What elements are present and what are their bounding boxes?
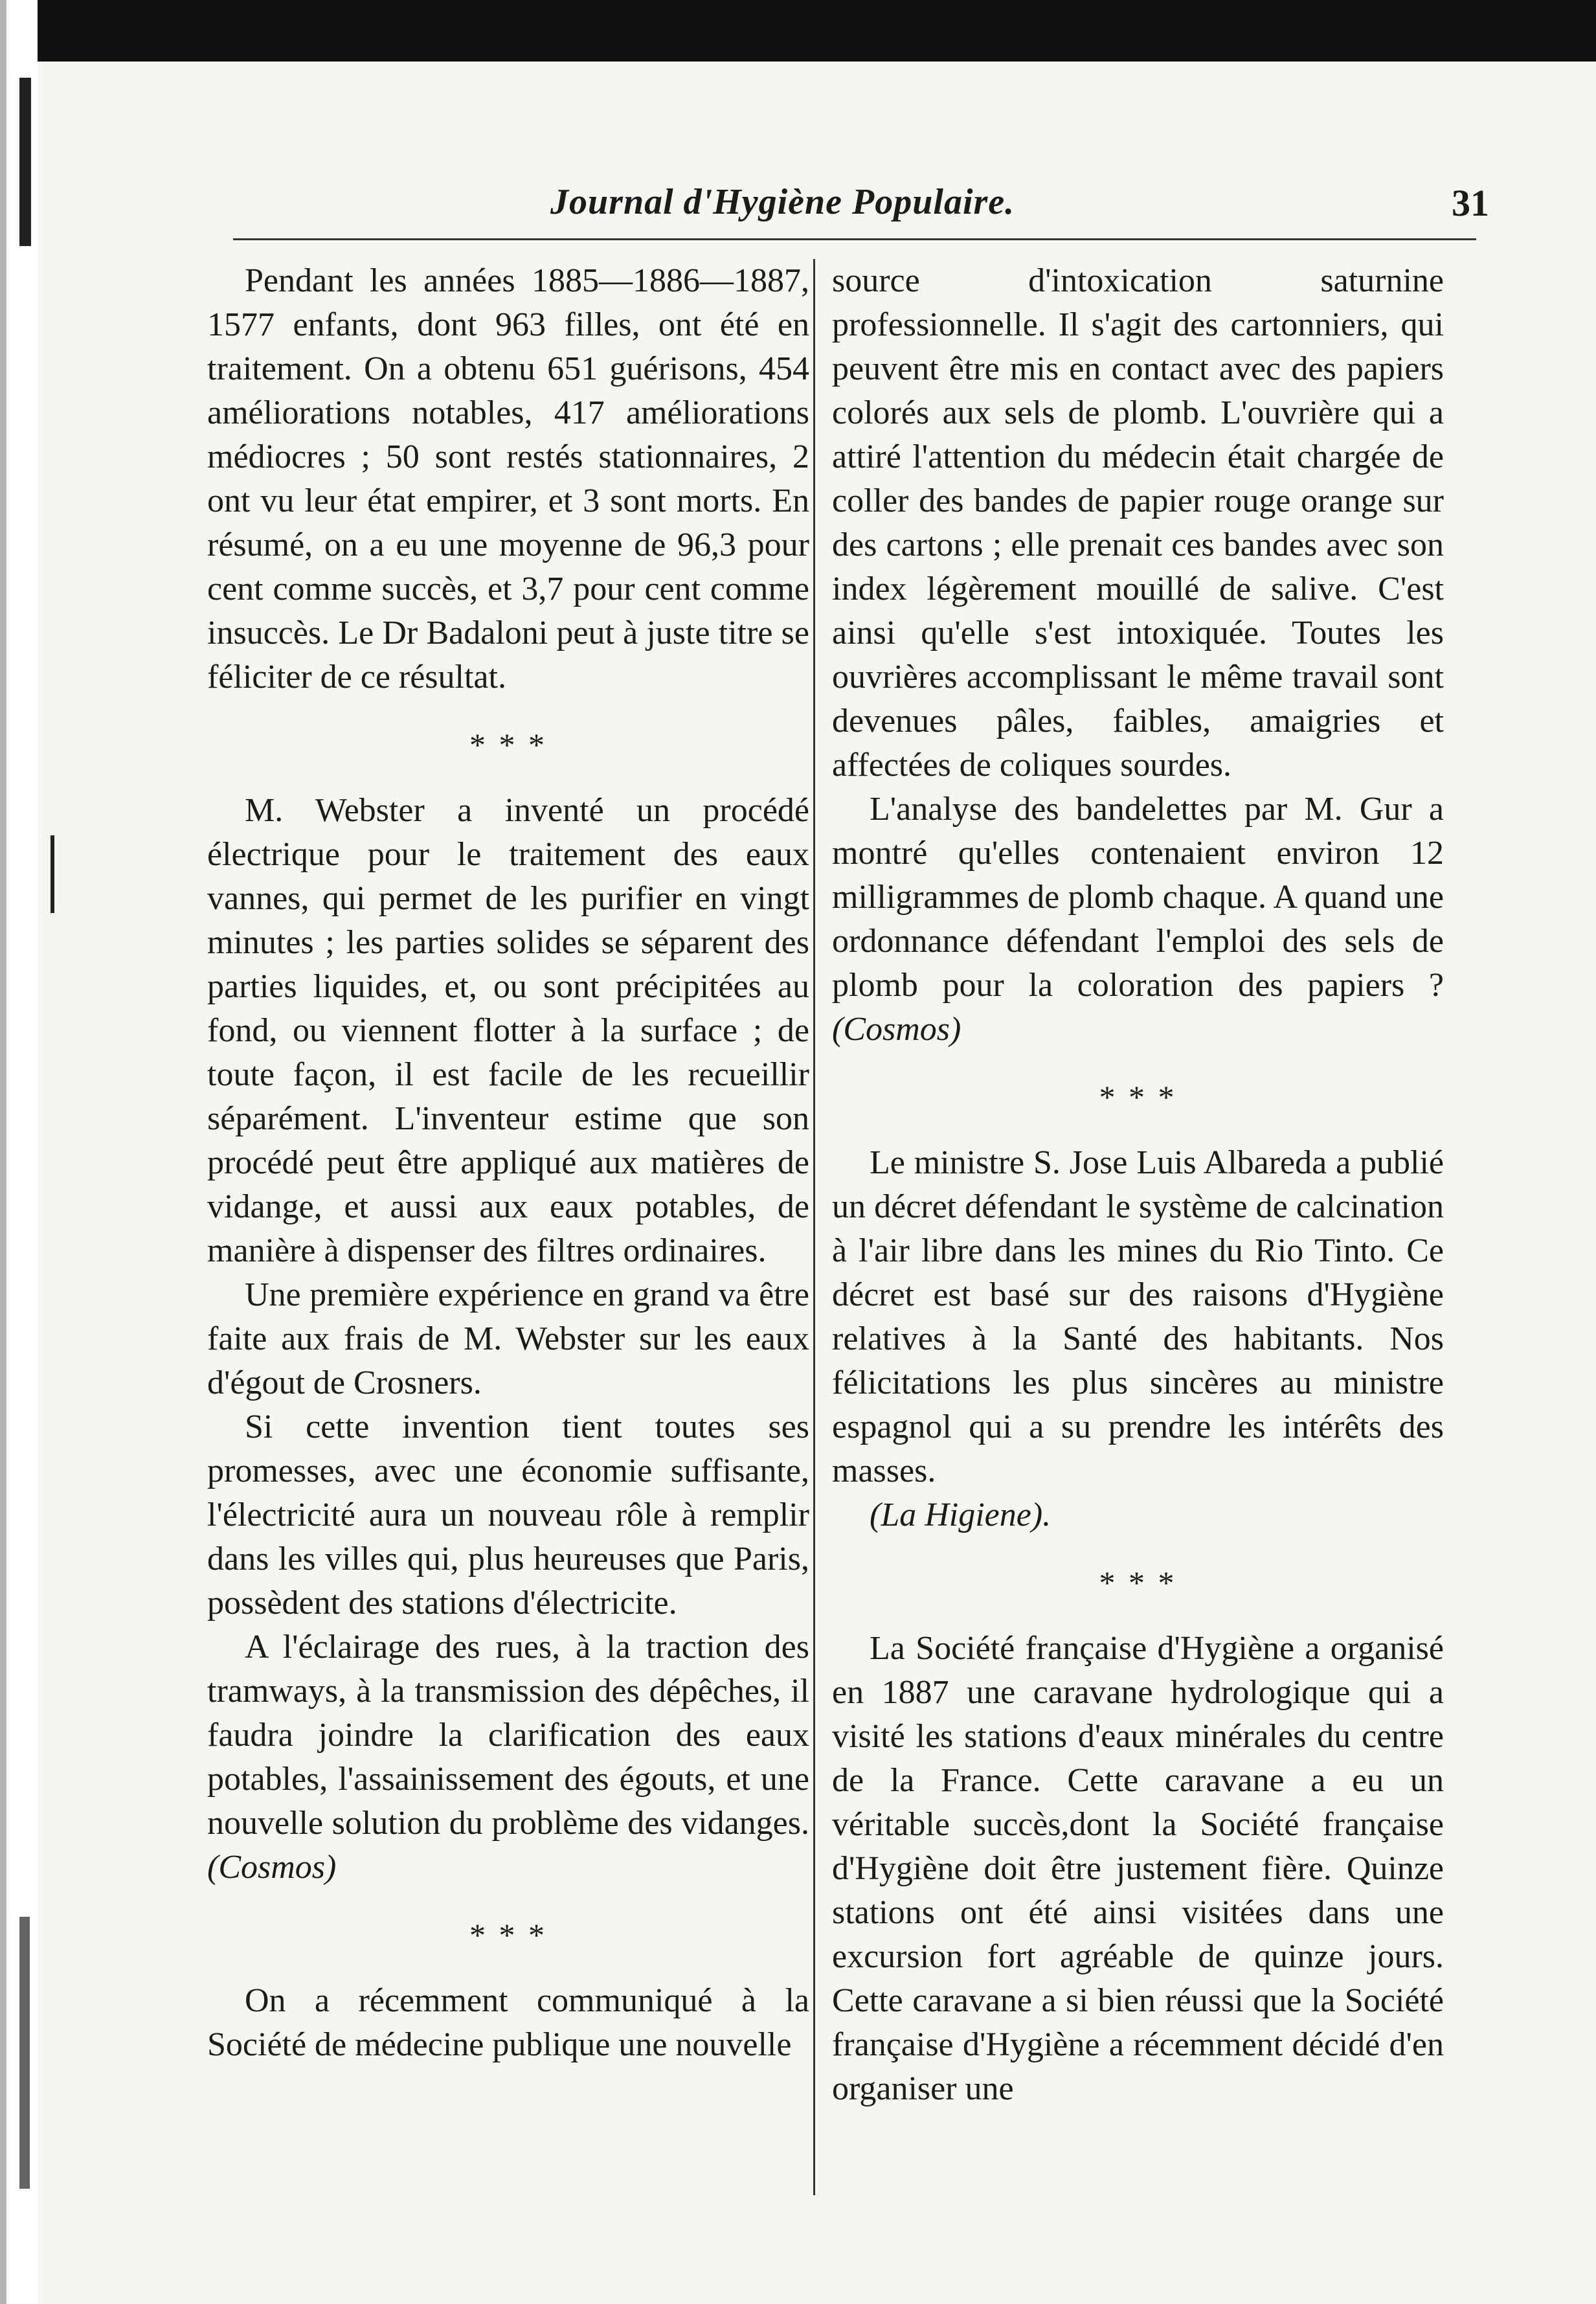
section-separator: * * * — [469, 727, 547, 763]
source-citation: (La Higiene). — [870, 1496, 1051, 1533]
scan-binding-mark — [19, 78, 31, 246]
section-separator: * * * — [1099, 1564, 1177, 1601]
paragraph: Pendant les années 1885—1886—1887, 1577 enfants, dont 963 filles, ont été en traitement. On a obtenu 651 guérisons, 454 améliorations notables, 417 améliorations médiocres ; 50 sont restés stationnaires, 2 ont vu leur état empirer, et 3 sont morts. En résumé, on a eu une moyenne de 96,3 pour cent comme succès, et 3,7 pour cent comme insuccès. Le Dr Badaloni peut à juste titre se féliciter de ce résultat. — [207, 262, 809, 695]
paragraph: Si cette invention tient toutes ses promesses, avec une économie suffisante, l'électricité aura un nouveau rôle à remplir dans les villes qui, plus heureuses que Paris, possèdent des stations d'électricite. — [207, 1408, 809, 1621]
section-separator: * * * — [1099, 1079, 1177, 1115]
scan-left-edge — [0, 0, 6, 2304]
page-header — [227, 181, 1489, 240]
right-column — [832, 259, 1444, 2111]
source-citation: (Cosmos) — [832, 1011, 961, 1048]
section-separator: * * * — [469, 1917, 547, 1953]
page-number: 31 — [1452, 182, 1489, 224]
journal-title: Journal d'Hygiène Populaire. — [550, 182, 1015, 222]
paragraph: M. Webster a inventé un procédé électrique pour le traitement des eaux vannes, qui permet de les purifier en vingt minutes ; les parties solides se séparent des parties liquides, et, ou sont précipitées au fond, ou viennent flotter à la surface ; de toute façon, il est facile de les recueillir séparément. L'inventeur estime que son procédé peut être appliqué aux matières de vidange, et aussi aux eaux potables, de manière à dispenser des filtres ordinaires. — [207, 792, 809, 1269]
scan-binding-mark — [19, 1917, 30, 2189]
scan-top-border — [0, 0, 1596, 62]
paragraph: On a récemment communiqué à la Société de médecine publique une nouvelle — [207, 1982, 809, 2063]
scan-binding-mark — [51, 835, 54, 913]
paragraph — [832, 787, 1444, 1052]
paragraph — [207, 1625, 809, 1890]
paragraph: source d'intoxication saturnine professionnelle. Il s'agit des cartonniers, qui peuvent être mis en contact avec des papiers colorés aux sels de plomb. L'ouvrière qui a attiré l'attention du médecin était chargée de coller des bandes de papier rouge orange sur des cartons ; elle prenait ces bandes avec son index légèrement mouillé de salive. C'est ainsi qu'elle s'est intoxiquée. Toutes les ouvrières accomplissant le même travail sont devenues pâles, faibles, amaigries et affectées de coliques sourdes. — [832, 262, 1444, 784]
paragraph-text: L'analyse des bandelettes par M. Gur a montré qu'elles contenaient environ 12 milligrammes de plomb chaque. A quand une ordonnance défendant l'emploi des sels de plomb pour la coloration des papiers ? — [832, 791, 1444, 1004]
header-rule — [233, 238, 1476, 240]
left-column — [207, 259, 809, 2067]
paragraph: Le ministre S. Jose Luis Albareda a publié un décret défendant le système de calcination à l'air libre dans les mines du Rio Tinto. Ce décret est basé sur des raisons d'Hygiène relatives à la Santé des habitants. Nos félicitations les plus sincères au ministre espagnol qui a su prendre les intérêts des masses. — [832, 1144, 1444, 1489]
column-divider — [813, 259, 815, 2195]
paragraph: Une première expérience en grand va être faite aux frais de M. Webster sur les eaux d'égout de Crosners. — [207, 1276, 809, 1401]
source-citation: (Cosmos) — [207, 1849, 337, 1886]
paragraph-text: A l'éclairage des rues, à la traction des tramways, à la transmission des dépêches, il faudra joindre la clarification des eaux potables, l'assainissement des égouts, et une nouvelle solution du problème des vidanges. — [207, 1629, 809, 1842]
paragraph: La Société française d'Hygiène a organisé en 1887 une caravane hydrologique qui a visité les stations d'eaux minérales du centre de la France. Cette caravane a eu un véritable succès,dont la Société française d'Hygiène doit être justement fière. Quinze stations ont été ainsi visitées dans une excursion fort agréable de quinze jours. Cette caravane a si bien réussi que la Société française d'Hygiène a récemment décidé d'en organiser une — [832, 1630, 1444, 2107]
